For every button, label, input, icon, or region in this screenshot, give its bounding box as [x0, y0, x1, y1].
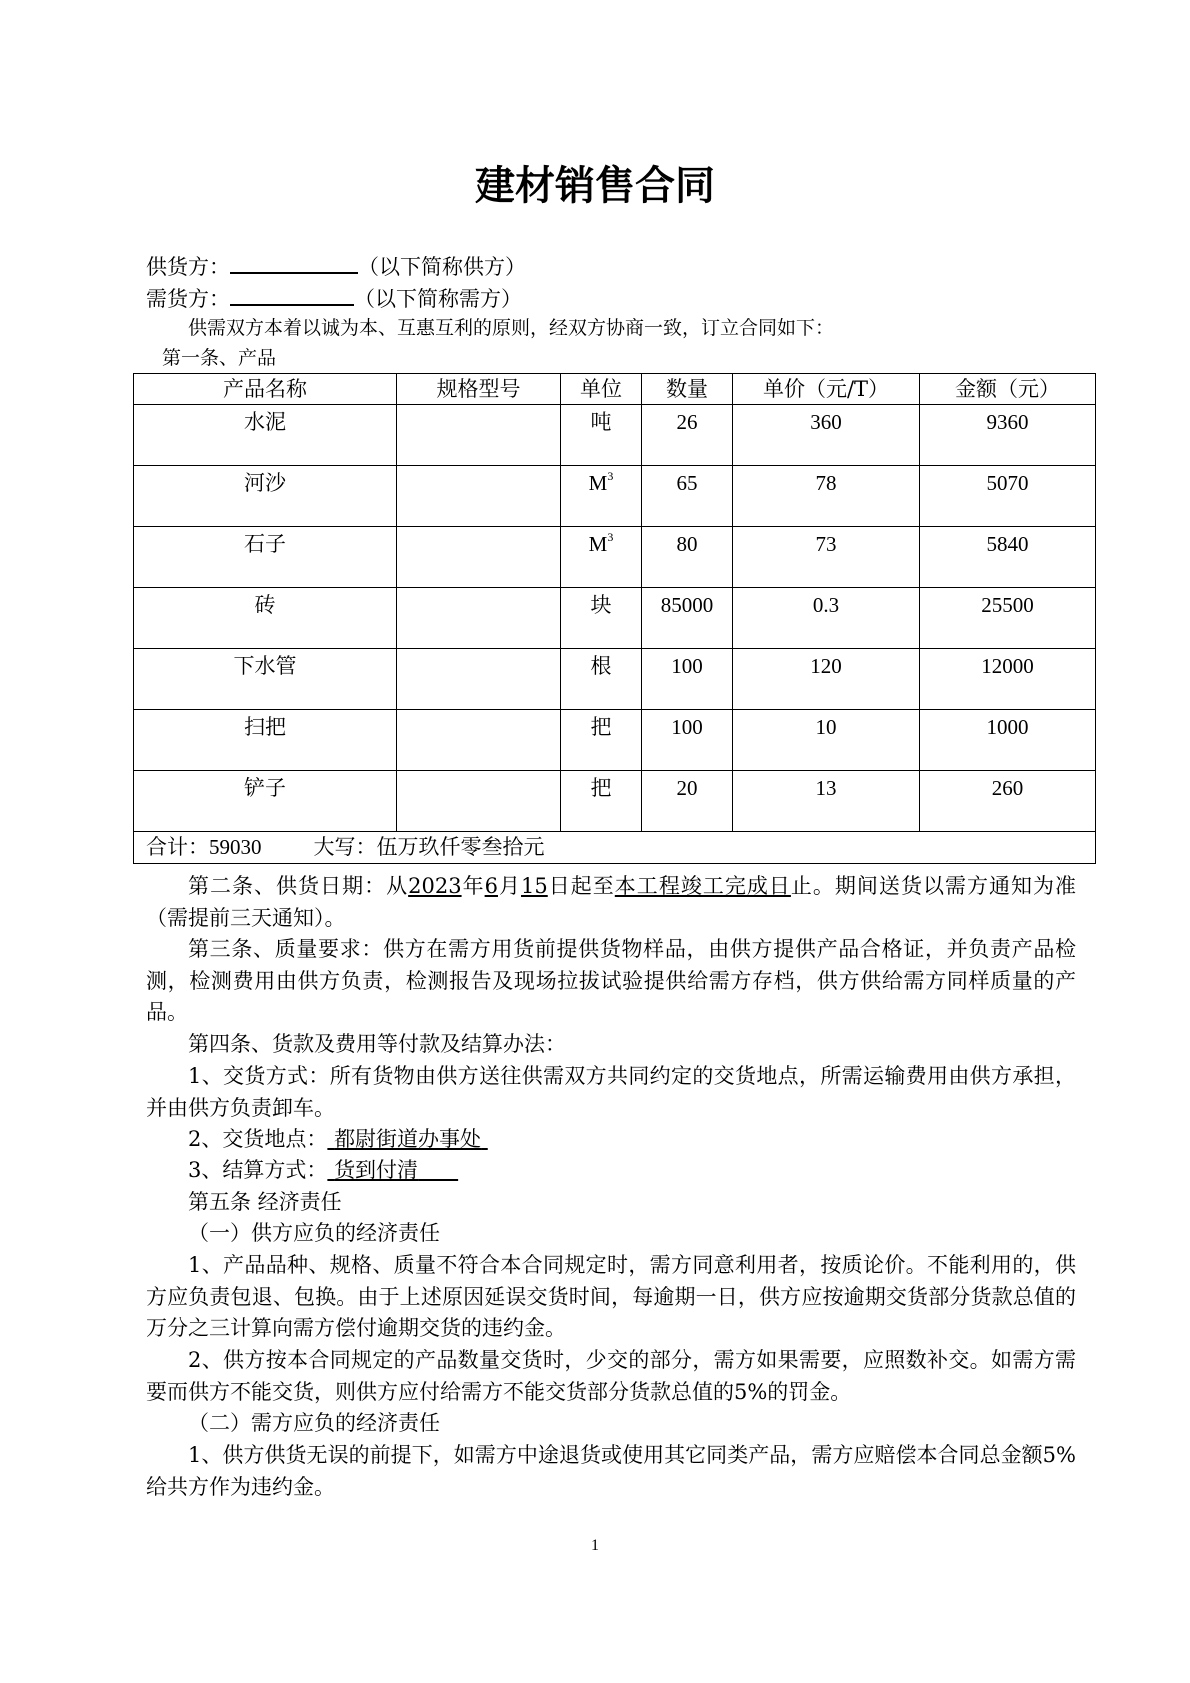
cell-spec: [397, 710, 561, 771]
cell-price: 13: [733, 771, 920, 832]
table-row: [134, 649, 1096, 710]
page-number: 1: [591, 1537, 599, 1554]
supplier-suffix: （以下简称供方）: [358, 255, 526, 279]
article5-sub1-item1: 1、产品品种、规格、质量不符合本合同规定时，需方同意利用者，按质论价。不能利用的，供方应负责包退、包换。由于上述原因延误交货时间，每逾期一日，供方应按逾期交货部分货款总值的万分之三计算向需方偿付逾期交货的违约金。: [146, 1253, 1076, 1340]
cell-price: 78: [733, 466, 920, 527]
article4-item2: [146, 1124, 1076, 1156]
cell-price: 360: [733, 405, 920, 466]
month-unit: 月: [497, 874, 522, 898]
unit-text: M: [588, 471, 608, 495]
cell-unit: 吨: [561, 405, 642, 466]
year-unit: 年: [461, 874, 485, 898]
header-spec: 规格型号: [397, 374, 561, 405]
end-date: 本工程竣工完成日: [614, 874, 791, 898]
capital-label: 大写：: [313, 835, 377, 859]
cell-price: 120: [733, 649, 920, 710]
cell-spec: [397, 771, 561, 832]
intro-text: 供需双方本着以诚为本、互惠互利的原则，经双方协商一致，订立合同如下：: [188, 317, 835, 339]
cell-spec: [397, 588, 561, 649]
cell-unit: [561, 466, 642, 527]
settlement-text: 货到付清: [334, 1158, 419, 1182]
cell-spec: [397, 466, 561, 527]
article5-sub2-item1: 1、供方供货无误的前提下，如需方中途退货或使用其它同类产品，需方应赔偿本合同总金额5%给共方作为违约金。: [146, 1443, 1076, 1499]
cell-name: 铲子: [134, 771, 397, 832]
unit-superscript: 3: [607, 469, 614, 483]
cell-spec: [397, 649, 561, 710]
cell-name: 砖: [134, 588, 397, 649]
cell-qty: 26: [642, 405, 733, 466]
header-product-name: 产品名称: [134, 374, 397, 405]
article5-sub2: （二）需方应负的经济责任: [188, 1411, 440, 1435]
cell-spec: [397, 527, 561, 588]
unit-superscript: 3: [607, 530, 614, 544]
article5-heading: 第五条 经济责任: [188, 1190, 342, 1214]
cell-amount: 12000: [920, 649, 1096, 710]
header-quantity: 数量: [642, 374, 733, 405]
table-row: [134, 405, 1096, 466]
start-day: 15: [521, 874, 548, 898]
cell-spec: [397, 405, 561, 466]
cell-qty: 100: [642, 649, 733, 710]
buyer-blank: [230, 282, 354, 306]
start-month: 6: [484, 874, 498, 898]
cell-price: 10: [733, 710, 920, 771]
cell-qty: 20: [642, 771, 733, 832]
article5-sub1: （一）供方应负的经济责任: [188, 1221, 440, 1245]
start-year: 2023: [408, 874, 462, 898]
supplier-blank: [230, 250, 358, 274]
products-table: [133, 373, 1096, 864]
total-cell: [134, 832, 1096, 864]
header-amount: 金额（元）: [920, 374, 1096, 405]
table-total-row: [134, 832, 1096, 864]
cell-unit: 把: [561, 771, 642, 832]
cell-qty: 85000: [642, 588, 733, 649]
cell-amount: 5840: [920, 527, 1096, 588]
cell-name: 石子: [134, 527, 397, 588]
article2-mid: 日起至: [547, 874, 615, 898]
cell-unit: 把: [561, 710, 642, 771]
cell-price: 0.3: [733, 588, 920, 649]
delivery-place-value: [327, 1127, 487, 1151]
table-row: [134, 710, 1096, 771]
article2: [146, 871, 1076, 934]
total-label: 合计：: [146, 835, 209, 859]
capital-value: 伍万玖仟零叁拾元: [376, 835, 545, 859]
table-row: [134, 771, 1096, 832]
table-row: [134, 466, 1096, 527]
article1-heading: 第一条、产品: [162, 347, 277, 369]
total-value: 59030: [209, 835, 262, 859]
cell-amount: 1000: [920, 710, 1096, 771]
cell-qty: 80: [642, 527, 733, 588]
cell-amount: 5070: [920, 466, 1096, 527]
delivery-place-label: 2、交货地点：: [188, 1127, 328, 1151]
delivery-place-text: 都尉街道办事处: [334, 1127, 482, 1151]
article2-prefix: 第二条、供货日期：从: [188, 874, 409, 898]
cell-qty: 100: [642, 710, 733, 771]
document-title: 建材销售合同: [475, 163, 715, 209]
cell-unit: [561, 527, 642, 588]
table-header-row: [134, 374, 1096, 405]
cell-amount: 25500: [920, 588, 1096, 649]
cell-unit: 根: [561, 649, 642, 710]
cell-name: 水泥: [134, 405, 397, 466]
article2-suffix: 止。期间送货以需方通知为准（需提前三天通知）。: [146, 874, 1077, 930]
supplier-label: 供货方：: [146, 255, 230, 279]
article5-sub1-item2: 2、供方按本合同规定的产品数量交货时，少交的部分，需方如果需要，应照数补交。如需方需要而供方不能交货，则供方应付给需方不能交货部分货款总值的5%的罚金。: [146, 1348, 1076, 1404]
supplier-line: [146, 250, 526, 283]
cell-name: 下水管: [134, 649, 397, 710]
article4-item3: [146, 1155, 1076, 1187]
header-unit-price: 单价（元/T）: [733, 374, 920, 405]
article4-heading: 第四条、货款及费用等付款及结算办法：: [188, 1032, 566, 1056]
cell-name: 河沙: [134, 466, 397, 527]
buyer-line: [146, 282, 522, 315]
cell-unit: 块: [561, 588, 642, 649]
unit-text: M: [588, 532, 608, 556]
cell-amount: 260: [920, 771, 1096, 832]
table-row: [134, 588, 1096, 649]
table-row: [134, 527, 1096, 588]
header-unit: 单位: [561, 374, 642, 405]
settlement-label: 3、结算方式：: [188, 1158, 328, 1182]
cell-amount: 9360: [920, 405, 1096, 466]
buyer-label: 需货方：: [146, 287, 230, 311]
article4-item1: 1、交货方式：所有货物由供方送往供需双方共同约定的交货地点，所需运输费用由供方承担，并由供方负责卸车。: [146, 1064, 1076, 1120]
cell-name: 扫把: [134, 710, 397, 771]
cell-price: 73: [733, 527, 920, 588]
article3: 第三条、质量要求：供方在需方用货前提供货物样品，由供方提供产品合格证，并负责产品检测，检测费用由供方负责，检测报告及现场拉拔试验提供给需方存档，供方供给需方同样质量的产品。: [146, 937, 1076, 1024]
settlement-value: [327, 1158, 458, 1182]
buyer-suffix: （以下简称需方）: [354, 287, 522, 311]
cell-qty: 65: [642, 466, 733, 527]
